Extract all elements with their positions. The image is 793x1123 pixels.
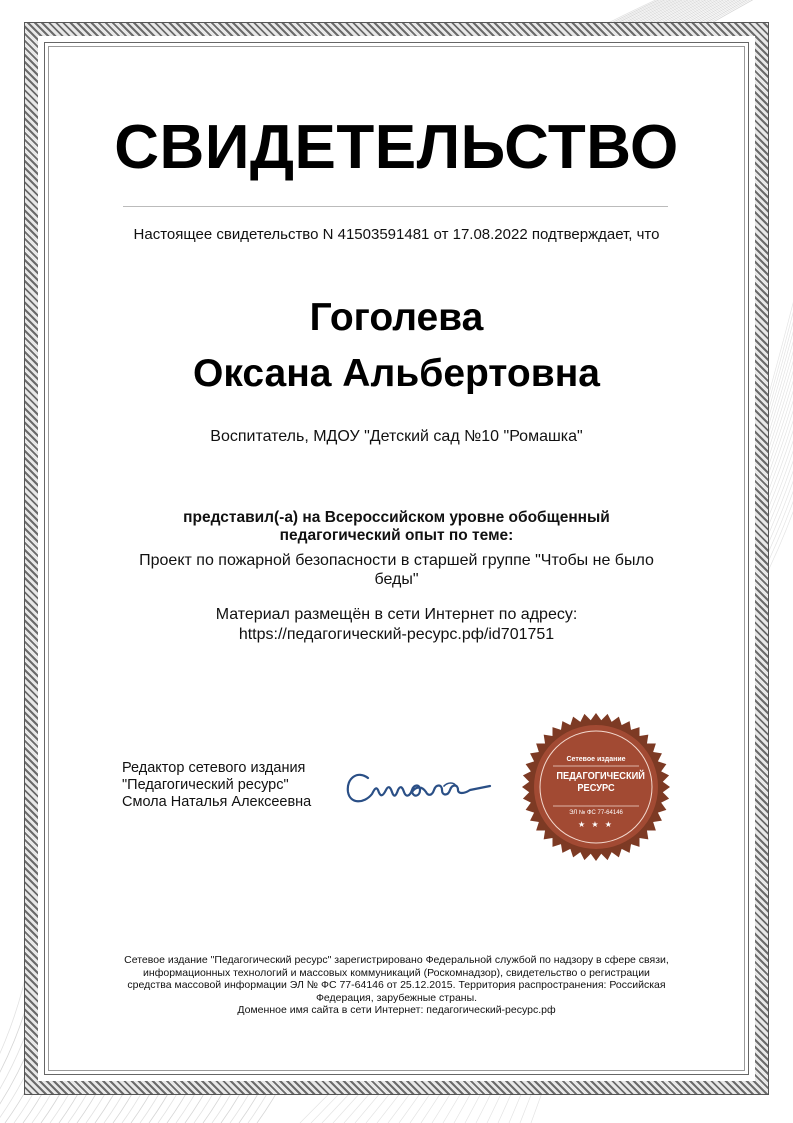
material-location: [130, 605, 663, 645]
seal-registration: ЭЛ № ФС 77-64146: [569, 810, 623, 816]
recipient-position: Воспитатель, МДОУ "Детский сад №10 "Ромашка": [210, 428, 583, 445]
material-url: https://педагогический-ресурс.рф/id701751: [238, 626, 555, 643]
publication-seal: [521, 712, 671, 862]
project-topic: Проект по пожарной безопасности в старшей группе "Чтобы не было беды": [139, 552, 654, 588]
certificate-title: СВИДЕТЕЛЬСТВО: [114, 113, 679, 182]
editor-signature: [340, 756, 500, 816]
recipient-last-name: Гоголева: [309, 296, 484, 339]
seal-stars: ★ ★ ★: [578, 820, 614, 829]
editor-block: [122, 760, 311, 811]
presented-statement: представил(-а) на Всероссийском уровне обобщенный педагогический опыт по теме:: [183, 509, 610, 544]
footer-domain-line: Доменное имя сайта в сети Интернет: педагогический-ресурс.рф: [237, 1004, 556, 1016]
recipient-first-middle-name: Оксана Альбертовна: [193, 352, 600, 395]
title-divider: [123, 206, 668, 207]
editor-title: Редактор сетевого издания: [122, 760, 306, 776]
footer-registration-text: Сетевое издание "Педагогический ресурс" зарегистрировано Федеральной службой по надзору в сфере связи, информационных технологий и массовых коммуникаций (Роскомнадзор), свидетельство о регистрации средства массовой информации ЭЛ № ФС 77-64146 от 25.12.2015. Территория распространения: Российская Федерация, зарубежные страны.: [124, 954, 669, 1004]
seal-top-text: Сетевое издание: [566, 756, 626, 763]
seal-main-text: ПЕДАГОГИЧЕСКИЙ РЕСУРС: [556, 770, 645, 794]
material-label: Материал размещён в сети Интернет по адресу:: [215, 606, 578, 623]
legal-footer: [120, 954, 673, 1017]
certificate-number-line: Настоящее свидетельство N 41503591481 от 17.08.2022 подтверждает, что: [133, 226, 660, 243]
editor-name: Смола Наталья Алексеевна: [122, 794, 312, 810]
editor-publication: "Педагогический ресурс": [122, 777, 289, 793]
